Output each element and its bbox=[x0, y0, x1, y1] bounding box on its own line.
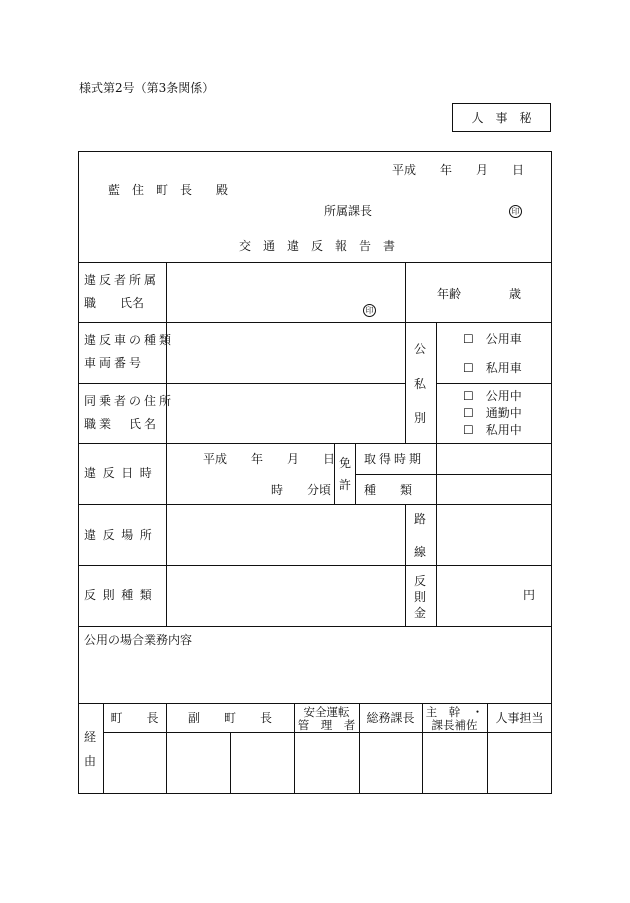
divider bbox=[405, 504, 406, 626]
divider bbox=[436, 322, 437, 443]
license-col-char-1: 免 bbox=[339, 456, 352, 470]
divider bbox=[78, 703, 552, 704]
route-col-char-1: 路 bbox=[414, 512, 427, 526]
option-private-use[interactable] bbox=[463, 424, 522, 436]
header-deputy-mayor: 副 町 長 bbox=[187, 711, 272, 725]
header-safety-manager: 安全運転 管 理 者 bbox=[297, 705, 356, 733]
checkbox-icon[interactable]: ☐ bbox=[463, 423, 474, 437]
business-content-label: 公用の場合業務内容 bbox=[84, 633, 193, 647]
option-private-car[interactable] bbox=[463, 362, 522, 374]
confidential-box bbox=[452, 103, 551, 132]
license-acquired-label: 取得時期 bbox=[364, 452, 425, 466]
violation-time: 時 分頃 bbox=[271, 483, 332, 497]
option-label: 公用車 bbox=[485, 332, 522, 346]
option-label: 公用中 bbox=[485, 389, 522, 403]
form-title: 交 通 違 反 報 告 書 bbox=[239, 239, 396, 253]
checkbox-icon[interactable]: ☐ bbox=[463, 332, 474, 346]
violation-datetime-label: 違反日時 bbox=[84, 466, 159, 480]
violator-label-1: 違反者所属 bbox=[84, 273, 160, 287]
header-personnel: 人事担当 bbox=[495, 711, 544, 725]
route-side-char-2: 由 bbox=[84, 754, 97, 768]
divider bbox=[78, 322, 552, 323]
divider bbox=[436, 504, 437, 626]
age-label: 年齢 bbox=[437, 287, 462, 301]
header-general-affairs: 総務課長 bbox=[366, 711, 415, 725]
report-date: 平成 年 月 日 bbox=[392, 163, 525, 177]
header-assistant-chief: 主 幹 ・ 課長補佐 bbox=[425, 705, 484, 733]
dept-head-label: 所属課長 bbox=[324, 204, 373, 218]
fine-col-char-1: 反 bbox=[414, 574, 427, 588]
option-label: 私用中 bbox=[485, 423, 522, 437]
license-col-char-2: 許 bbox=[339, 478, 352, 492]
divider bbox=[355, 474, 552, 475]
option-public-car[interactable] bbox=[463, 333, 522, 345]
form-number: 様式第2号（第3条関係） bbox=[79, 81, 215, 95]
checkbox-icon[interactable]: ☐ bbox=[463, 406, 474, 420]
age-unit: 歳 bbox=[509, 287, 522, 301]
violator-label-2: 職 氏名 bbox=[84, 296, 145, 310]
divider bbox=[355, 443, 356, 504]
divider bbox=[78, 626, 552, 627]
divider bbox=[166, 262, 167, 626]
divider bbox=[405, 262, 406, 443]
option-on-duty[interactable] bbox=[463, 390, 522, 402]
divider bbox=[78, 565, 552, 566]
header-mayor: 町 長 bbox=[110, 711, 159, 725]
fine-col-char-2: 則 bbox=[414, 590, 427, 604]
private-col-char: 私 bbox=[414, 377, 427, 391]
vehicle-label-1: 違反車の種類 bbox=[84, 333, 175, 347]
route-col-char-2: 線 bbox=[414, 545, 427, 559]
checkbox-icon[interactable]: ☐ bbox=[463, 361, 474, 375]
divider bbox=[436, 383, 552, 384]
divider bbox=[78, 383, 405, 384]
penalty-type-label: 反則種類 bbox=[84, 588, 159, 602]
dept-head-seal bbox=[509, 204, 522, 218]
divider bbox=[436, 443, 437, 504]
addressee: 藍 住 町 長 殿 bbox=[108, 183, 229, 197]
vehicle-label-2: 車両番号 bbox=[84, 356, 145, 370]
divider bbox=[230, 732, 231, 794]
option-label: 通勤中 bbox=[485, 406, 522, 420]
divider bbox=[78, 443, 552, 444]
seal-icon: 印 bbox=[363, 304, 376, 317]
checkbox-icon[interactable]: ☐ bbox=[463, 389, 474, 403]
currency-unit: 円 bbox=[523, 588, 536, 602]
confidential-label: 人 事 秘 bbox=[471, 111, 532, 125]
violation-date: 平成 年 月 日 bbox=[203, 452, 336, 466]
option-commuting[interactable] bbox=[463, 407, 522, 419]
passenger-label-1: 同乗者の住所 bbox=[84, 394, 175, 408]
divider bbox=[78, 504, 552, 505]
seal-icon: 印 bbox=[509, 205, 522, 218]
public-col-char: 公 bbox=[414, 342, 427, 356]
divider bbox=[78, 262, 552, 263]
violation-location-label: 違反場所 bbox=[84, 528, 159, 542]
option-label: 私用車 bbox=[485, 361, 522, 375]
violator-seal bbox=[363, 303, 376, 317]
fine-col-char-3: 金 bbox=[414, 606, 427, 620]
passenger-label-2: 職業 氏名 bbox=[84, 417, 160, 431]
distinction-col-char: 別 bbox=[414, 411, 427, 425]
route-side-char-1: 経 bbox=[84, 730, 97, 744]
license-type-label: 種 類 bbox=[364, 483, 413, 497]
